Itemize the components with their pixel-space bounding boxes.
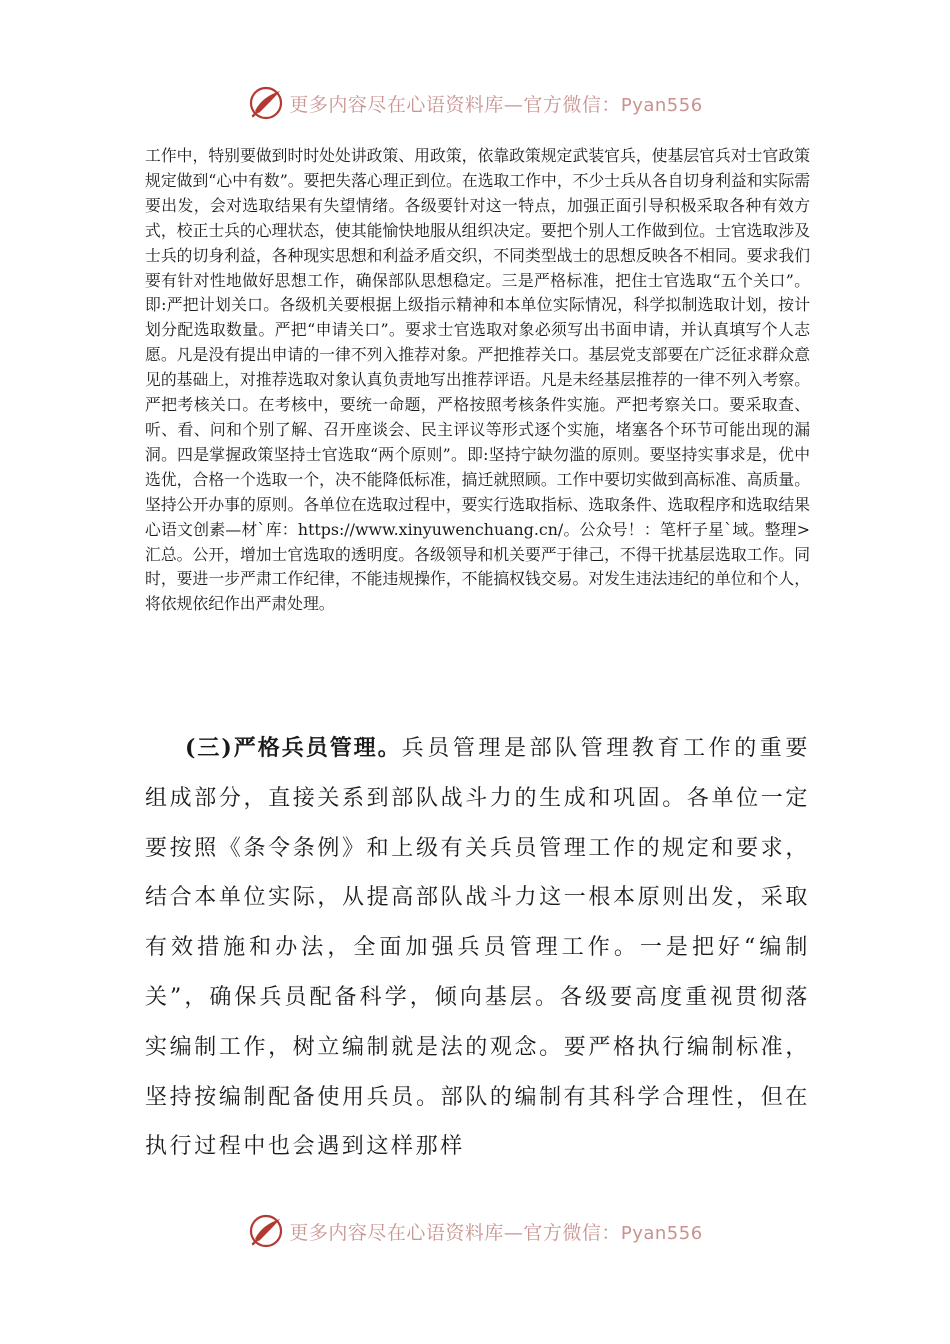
pen-logo-icon — [247, 84, 285, 122]
section-text: 兵员管理是部队管理教育工作的重要组成部分，直接关系到部队战斗力的生成和巩固。各单位一定要按照《条令条例》和上级有关兵员管理工作的规定和要求，结合本单位实际，从提高部队战斗力这一根本原则出发，采取有效措施和办法，全面加强兵员管理工作。一是把好“编制关”，确保兵员配备科学，倾向基层。各级要高度重视贯彻落实编制工作，树立编制就是法的观念。要严格执行编制标准，坚持按编制配备使用兵员。部队的编制有其科学合理性，但在执行过程中也会遇到这样那样 — [145, 736, 810, 1160]
banner-text — [289, 90, 702, 117]
header-banner — [0, 84, 950, 122]
pen-logo-icon — [247, 1212, 285, 1250]
body-paragraph: 工作中，特别要做到时时处处讲政策、用政策，依靠政策规定武装官兵，使基层官兵对士官政策规定做到“心中有数”。要把失落心理正到位。在选取工作中，不少士兵从各自切身利益和实际需要出发，会对选取结果有失望情绪。各级要针对这一特点，加强正面引导积极采取各种有效方式，校正士兵的心理状态，使其能愉快地服从组织决定。要把个别人工作做到位。士官选取涉及士兵的切身利益，各种现实思想和利益矛盾交织，不同类型战士的思想反映各不相同。要求我们要有针对性地做好思想工作，确保部队思想稳定。三是严格标准，把住士官选取“五个关口”。即:严把计划关口。各级机关要根据上级指示精神和本单位实际情况，科学拟制选取计划，按计划分配选取数量。严把“申请关口”。要求士官选取对象必须写出书面申请，并认真填写个人志愿。凡是没有提出申请的一律不列入推荐对象。严把推荐关口。基层党支部要在广泛征求群众意见的基础上，对推荐选取对象认真负责地写出推荐评语。凡是未经基层推荐的一律不列入考察。严把考核关口。在考核中，要统一命题，严格按照考核条件实施。严把考察关口。要采取查、听、看、问和个别了解、召开座谈会、民主评议等形式逐个实施，堵塞各个环节可能出现的漏洞。四是掌握政策坚持士官选取“两个原则”。即:坚持宁缺勿滥的原则。要坚持实事求是，优中选优，合格一个选取一个，决不能降低标准，搞迁就照顾。工作中要切实做到高标准、高质量。坚持公开办事的原则。各单位在选取过程中，要实行选取指标、选取条件、选取程序和选取结果心语文创素—材`库：https://www.xinyuwenchuang.cn/。公众号！：笔杆子星`域。整理>汇总。公开，增加士官选取的透明度。各级领导和机关要严于律己，不得干扰基层选取工作。同时，要进一步严肃工作纪律，不能违规操作，不能搞权钱交易。对发生违法违纪的单位和个人，将依规依纪作出严肃处理。 — [145, 146, 810, 614]
banner-handle: Pyan556 — [620, 94, 703, 116]
section-paragraph — [145, 724, 810, 1172]
footer-banner — [0, 1212, 950, 1250]
banner-handle: Pyan556 — [620, 1222, 703, 1244]
banner-text — [289, 1218, 702, 1245]
banner-prefix: 更多内容尽在心语资料库—官方微信： — [289, 93, 621, 116]
section-heading: (三)严格兵员管理。 — [185, 735, 402, 761]
banner-prefix: 更多内容尽在心语资料库—官方微信： — [289, 1221, 621, 1244]
